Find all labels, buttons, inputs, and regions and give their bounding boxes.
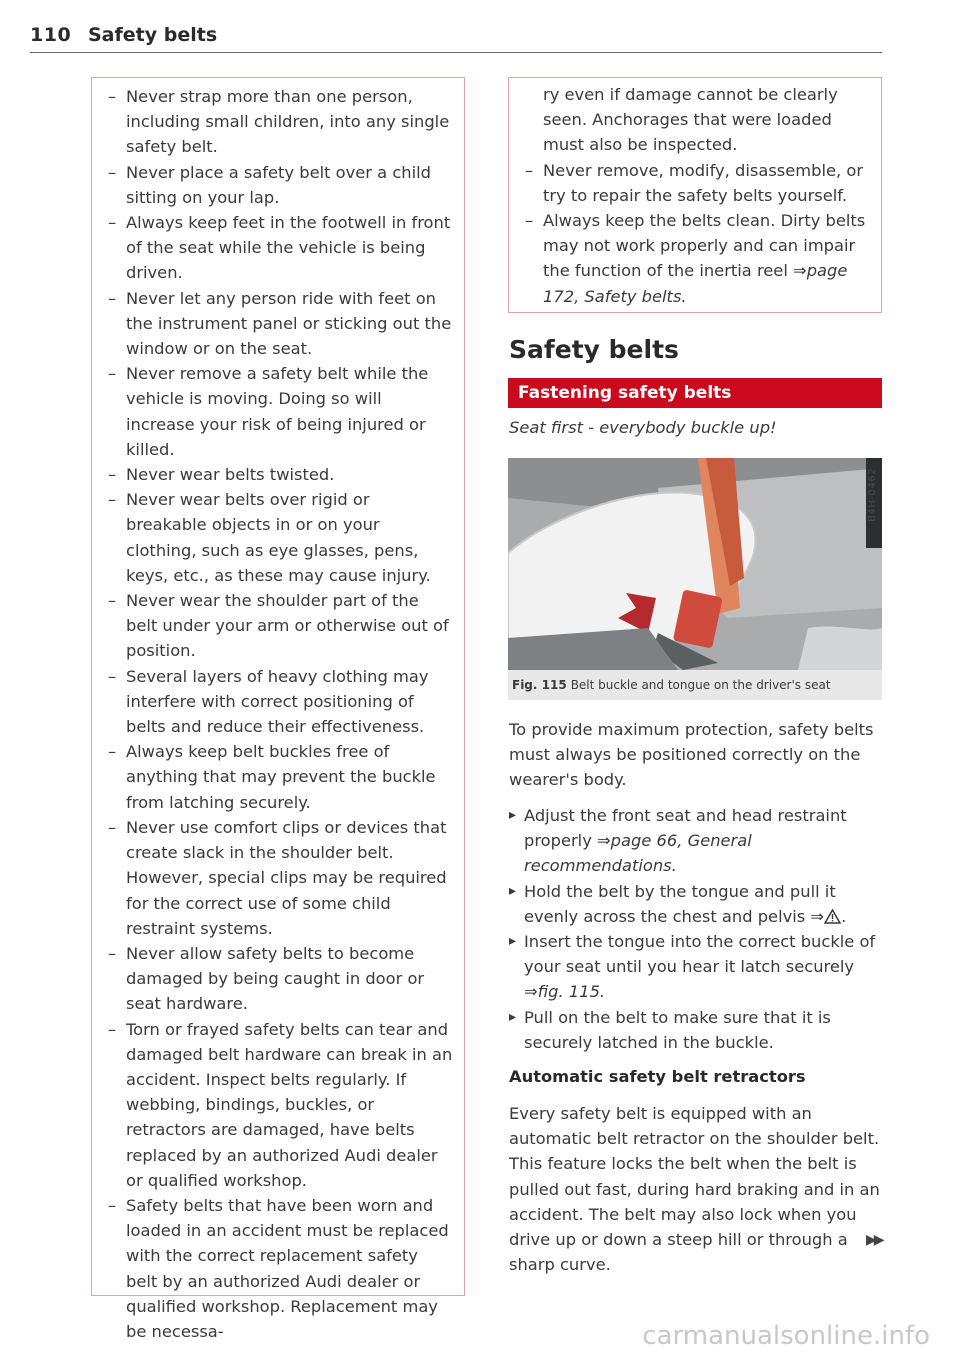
step-item: ▸ Hold the belt by the tongue and pull it evenly across the chest and pelvis ⇒ . [509,879,889,929]
figure-ref-text: fig. 115. [537,982,606,1002]
warning-item: – Always keep belt buckles free of anything that may prevent the buckle from latching securely. [100,739,454,815]
continue-arrow-icon: ▶▶ [866,1232,882,1248]
step-item [509,929,889,1005]
header-title: Safety belts [88,24,218,46]
warning-triangle-icon[interactable] [824,909,841,924]
retractor-heading: Automatic safety belt retractors [509,1067,806,1086]
step-text: Pull on the belt to make sure that it is securely latched in the buckle. [524,1007,831,1052]
warning-item: – Always keep feet in the footwell in front of the seat while the vehicle is being driven. [100,210,454,286]
warning-item: – Torn or frayed safety belts can tear and damaged belt hardware can break in an accident. Inspect belts regularly. If webbing, bindings, buckles, or retractors are damaged, have belts replaced by an authorized Audi dealer or qualified workshop. [100,1017,454,1193]
section-heading: Safety belts [509,335,679,364]
figure-caption-label: Fig. 115 [512,678,567,692]
warning-item: – Never use comfort clips or devices that create slack in the shoulder belt. However, special clips may be required for the correct use of some child restraint systems. [100,815,454,941]
subsection-heading: Fastening safety belts [508,378,882,408]
belt-buckle-illustration [508,458,882,670]
step-text: Adjust the front seat and head restraint properly [524,806,847,851]
warning-item: – Never remove a safety belt while the vehicle is moving. Doing so will increase your risk of being injured or killed. [100,361,454,462]
warning-item: – Never let any person ride with feet on the instrument panel or sticking out the window or on the seat. [100,286,454,362]
warning-item: – Never wear belts twisted. [100,462,454,487]
warning-list-left [92,78,464,1344]
figure-belt-buckle [508,458,882,670]
tagline: Seat first - everybody buckle up! [509,418,777,437]
page-header [30,22,882,53]
figure-ref-link[interactable] [524,982,605,1001]
figure-caption-text: Belt buckle and tongue on the driver's seat [570,678,831,692]
figure-code: B4H-0462 [867,468,878,522]
step-text: Insert the tongue into the correct buckle of your seat until you hear it latch securely [524,932,876,977]
warning-item: – Never place a safety belt over a child sitting on your lap. [100,160,454,210]
warning-item: – Several layers of heavy clothing may interfere with correct positioning of belts and reduce their effectiveness. [100,664,454,740]
warning-box-left [91,77,465,1341]
step-text: Hold the belt by the tongue and pull it evenly across the chest and pelvis [524,881,836,926]
warning-item: – Never wear belts over rigid or breakable objects in or on your clothing, such as eye glasses, pens, keys, etc., as these may cause injury. [100,487,454,588]
warning-box-right [508,77,882,313]
page-ref-text: page 172, Safety belts. [543,261,848,306]
arrow-icon: ⇒ [524,982,538,1002]
warning-item [517,208,871,309]
warning-list-right [509,158,881,309]
procedure-steps [509,803,889,1055]
warning-item: – Safety belts that have been worn and loaded in an accident must be replaced with the correct replacement safety belt by an authorized Audi dealer or qualified workshop. Replacement may be necessa- [100,1193,454,1344]
intro-paragraph: To provide maximum protection, safety belts must always be positioned correctly on the wearer's body. [509,720,874,790]
page-ref-text: page 66, General recommendations. [524,831,752,876]
warning-item: – Never wear the shoulder part of the belt under your arm or otherwise out of position. [100,588,454,664]
warning-item: – Never allow safety belts to become damaged by being caught in door or seat hardware. [100,941,454,1017]
step-item [509,1005,889,1055]
arrow-icon: ⇒ [810,906,825,926]
warning-item: – Never remove, modify, disassemble, or try to repair the safety belts yourself. [517,158,871,208]
arrow-icon: ⇒ [793,261,807,281]
page-number: 110 [30,24,72,46]
step-item [509,803,889,879]
watermark: carmanualsonline.info [642,1321,930,1351]
warning-item-text: Always keep the belts clean. Dirty belts may not work properly and can impair the function of the inertia reel [543,211,866,281]
arrow-icon: ⇒ [597,831,611,851]
retractor-paragraph: Every safety belt is equipped with an automatic belt retractor on the shoulder belt. This feature locks the belt when the belt is pulled out fast, during hard braking and in an accident. The belt may also lock when you drive up or down a steep hill or through a sharp curve. [509,1104,880,1275]
figure-caption [508,670,882,700]
warning-item: – Never strap more than one person, including small children, into any single safety belt. [100,84,454,160]
warning-continuation: ry even if damage cannot be clearly seen. Anchorages that were loaded must also be inspected. [543,85,838,155]
